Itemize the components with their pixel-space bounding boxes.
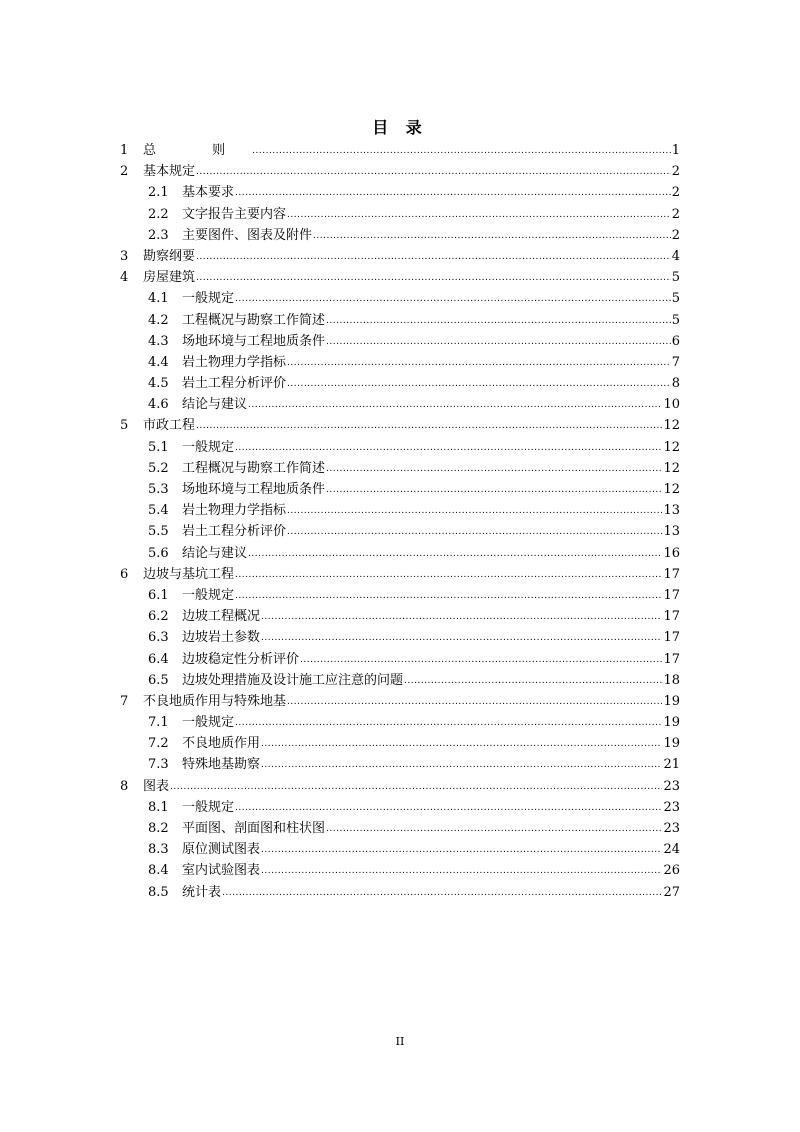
toc-entry-page: 12 [663, 418, 680, 434]
toc-list [120, 140, 680, 903]
toc-dot-leader [261, 840, 662, 861]
toc-entry-page: 19 [663, 736, 680, 752]
toc-section-entry[interactable] [120, 437, 680, 458]
toc-entry-label: 结论与建议 [182, 545, 248, 561]
toc-section-entry[interactable] [120, 627, 680, 648]
toc-entry-number: 4.4 [148, 354, 169, 370]
toc-entry-page: 12 [663, 460, 680, 476]
toc-entry-page: 23 [663, 821, 680, 836]
toc-section-entry[interactable] [120, 797, 680, 818]
toc-entry-page: 17 [663, 587, 680, 603]
toc-entry-number: 2.3 [148, 227, 169, 243]
toc-entry-label: 工程概况与勘察工作简述 [182, 460, 326, 476]
toc-section-entry[interactable] [120, 521, 680, 542]
toc-entry-label: 特殊地基勘察 [182, 757, 261, 773]
toc-entry-label: 边坡岩土参数 [182, 630, 261, 646]
toc-entry-number: 8.3 [148, 842, 169, 858]
toc-dot-leader [287, 353, 671, 374]
toc-entry-page: 2 [671, 206, 680, 222]
toc-entry-label: 一般规定 [182, 291, 235, 307]
toc-entry-label: 工程概况与勘察工作简述 [182, 312, 326, 328]
toc-chapter-entry[interactable] [120, 691, 680, 712]
toc-entry-number: 1 [120, 143, 129, 158]
toc-entry-page: 17 [663, 630, 680, 646]
toc-entry-page: 23 [663, 778, 680, 794]
toc-entry-number: 8.2 [148, 821, 169, 836]
toc-entry-page: 1 [671, 143, 680, 158]
toc-dot-leader [326, 819, 662, 840]
toc-dot-leader [235, 565, 662, 586]
toc-entry-number: 8.4 [148, 863, 169, 879]
toc-dot-leader [222, 883, 662, 904]
toc-section-entry[interactable] [120, 479, 680, 500]
toc-entry-number: 5.6 [148, 545, 169, 561]
toc-entry-label: 总 则 [143, 143, 252, 158]
toc-entry-number: 4.5 [148, 376, 169, 392]
toc-entry-label: 图表 [143, 778, 170, 794]
toc-entry-number: 7.2 [148, 736, 169, 752]
toc-entry-number: 5.1 [148, 439, 169, 455]
toc-entry-label: 基本要求 [182, 185, 235, 201]
toc-section-entry[interactable] [120, 606, 680, 627]
toc-chapter-entry[interactable] [120, 246, 680, 267]
toc-entry-number: 6.4 [148, 651, 169, 667]
toc-entry-label: 场地环境与工程地质条件 [182, 482, 326, 497]
toc-section-entry[interactable] [120, 649, 680, 670]
toc-section-entry[interactable] [120, 543, 680, 564]
toc-entry-page: 18 [663, 672, 680, 688]
toc-entry-page: 17 [663, 651, 680, 667]
toc-dot-leader [261, 628, 662, 649]
toc-entry-page: 16 [663, 545, 680, 561]
toc-entry-page: 5 [671, 312, 680, 328]
toc-entry-page: 19 [663, 715, 680, 731]
toc-dot-leader [404, 671, 662, 692]
toc-entry-number: 5.3 [148, 482, 169, 497]
toc-dot-leader [196, 162, 671, 183]
toc-entry-page: 21 [663, 757, 680, 773]
toc-section-entry[interactable] [120, 373, 680, 394]
toc-section-entry[interactable] [120, 882, 680, 903]
toc-dot-leader [235, 289, 671, 310]
toc-section-entry[interactable] [120, 331, 680, 352]
toc-entry-page: 17 [663, 609, 680, 625]
toc-entry-page: 12 [663, 439, 680, 455]
toc-section-entry[interactable] [120, 310, 680, 331]
toc-entry-page: 5 [671, 270, 680, 286]
toc-dot-leader [287, 205, 671, 226]
toc-dot-leader [196, 268, 671, 289]
toc-section-entry[interactable] [120, 670, 680, 691]
toc-chapter-entry[interactable] [120, 415, 680, 436]
toc-entry-number: 4.3 [148, 333, 169, 349]
toc-entry-label: 基本规定 [143, 164, 196, 180]
toc-entry-page: 23 [663, 799, 680, 815]
toc-entry-number: 8.1 [148, 799, 169, 815]
toc-entry-number: 3 [120, 248, 129, 264]
toc-dot-leader [287, 692, 662, 713]
toc-entry-number: 2.2 [148, 206, 169, 222]
toc-entry-label: 房屋建筑 [143, 270, 196, 286]
toc-entry-label: 边坡稳定性分析评价 [182, 651, 300, 667]
toc-entry-label: 室内试验图表 [182, 863, 261, 879]
toc-dot-leader [287, 501, 662, 522]
toc-entry-page: 6 [671, 333, 680, 349]
toc-section-entry[interactable] [120, 394, 680, 415]
toc-entry-number: 4.2 [148, 312, 169, 328]
toc-chapter-entry[interactable] [120, 140, 680, 161]
toc-entry-number: 4 [120, 270, 129, 286]
toc-chapter-entry[interactable] [120, 564, 680, 585]
toc-dot-leader [287, 522, 662, 543]
toc-entry-label: 一般规定 [182, 799, 235, 815]
toc-dot-leader [326, 332, 671, 353]
toc-entry-label: 统计表 [182, 884, 222, 900]
toc-entry-label: 结论与建议 [182, 397, 248, 413]
toc-entry-number: 6.3 [148, 630, 169, 646]
toc-entry-page: 13 [663, 503, 680, 519]
toc-entry-label: 平面图、剖面图和柱状图 [182, 821, 326, 836]
toc-entry-number: 5 [120, 418, 129, 434]
toc-entry-label: 勘察纲要 [143, 248, 196, 264]
toc-chapter-entry[interactable] [120, 776, 680, 797]
toc-dot-leader [252, 141, 671, 162]
toc-dot-leader [261, 755, 662, 776]
toc-entry-page: 17 [663, 566, 680, 582]
toc-entry-number: 2.1 [148, 185, 169, 201]
toc-dot-leader [261, 607, 662, 628]
toc-entry-number: 5.2 [148, 460, 169, 476]
toc-section-entry[interactable] [120, 204, 680, 225]
toc-entry-number: 6.5 [148, 672, 169, 688]
toc-entry-number: 5.4 [148, 503, 169, 519]
toc-entry-number: 5.5 [148, 524, 169, 540]
toc-dot-leader [235, 798, 662, 819]
toc-dot-leader [248, 544, 662, 565]
toc-dot-leader [235, 586, 662, 607]
toc-section-entry[interactable] [120, 458, 680, 479]
toc-chapter-entry[interactable] [120, 161, 680, 182]
toc-section-entry[interactable] [120, 288, 680, 309]
toc-entry-page: 5 [671, 291, 680, 307]
toc-dot-leader [196, 247, 671, 268]
toc-entry-page: 2 [671, 164, 680, 180]
toc-entry-label: 岩土物理力学指标 [182, 354, 287, 370]
toc-entry-label: 主要图件、图表及附件 [182, 227, 313, 243]
toc-entry-label: 一般规定 [182, 715, 235, 731]
toc-section-entry[interactable] [120, 712, 680, 733]
toc-entry-number: 2 [120, 164, 129, 180]
toc-entry-page: 12 [663, 482, 680, 497]
toc-entry-label: 边坡与基坑工程 [143, 566, 235, 582]
toc-entry-page: 7 [671, 354, 680, 370]
toc-entry-label: 市政工程 [143, 418, 196, 434]
toc-dot-leader [326, 311, 671, 332]
toc-entry-label: 原位测试图表 [182, 842, 261, 858]
toc-entry-number: 6 [120, 566, 129, 582]
toc-section-entry[interactable] [120, 182, 680, 203]
toc-entry-label: 场地环境与工程地质条件 [182, 333, 326, 349]
toc-entry-number: 8.5 [148, 884, 169, 900]
toc-entry-page: 13 [663, 524, 680, 540]
toc-dot-leader [261, 734, 662, 755]
toc-dot-leader [287, 374, 671, 395]
toc-entry-label: 岩土工程分析评价 [182, 376, 287, 392]
toc-title: 目 录 [372, 118, 428, 137]
toc-chapter-entry[interactable] [120, 267, 680, 288]
toc-entry-number: 4.6 [148, 397, 169, 413]
toc-dot-leader [326, 459, 662, 480]
toc-entry-page: 19 [663, 693, 680, 709]
toc-entry-page: 8 [671, 376, 680, 392]
toc-entry-page: 24 [663, 842, 680, 858]
toc-entry-label: 岩土工程分析评价 [182, 524, 287, 540]
toc-entry-page: 2 [671, 227, 680, 243]
toc-entry-number: 8 [120, 778, 129, 794]
toc-dot-leader [248, 395, 662, 416]
toc-entry-label: 文字报告主要内容 [182, 206, 287, 222]
toc-dot-leader [235, 438, 662, 459]
toc-dot-leader [235, 183, 671, 204]
toc-dot-leader [196, 416, 662, 437]
toc-entry-number: 7.3 [148, 757, 169, 773]
toc-entry-label: 一般规定 [182, 439, 235, 455]
toc-entry-page: 10 [663, 397, 680, 413]
toc-entry-number: 6.1 [148, 587, 169, 603]
toc-entry-page: 26 [663, 863, 680, 879]
toc-entry-number: 4.1 [148, 291, 169, 307]
toc-entry-label: 一般规定 [182, 587, 235, 603]
toc-section-entry[interactable] [120, 818, 680, 839]
toc-section-entry[interactable] [120, 733, 680, 754]
toc-entry-label: 边坡处理措施及设计施工应注意的问题 [182, 672, 404, 688]
toc-section-entry[interactable] [120, 225, 680, 246]
toc-section-entry[interactable] [120, 754, 680, 775]
toc-entry-label: 不良地质作用与特殊地基 [143, 693, 287, 709]
toc-dot-leader [326, 480, 662, 501]
toc-dot-leader [170, 777, 662, 798]
toc-entry-page: 27 [663, 884, 680, 900]
toc-section-entry[interactable] [120, 352, 680, 373]
toc-entry-label: 岩土物理力学指标 [182, 503, 287, 519]
toc-section-entry[interactable] [120, 860, 680, 881]
toc-section-entry[interactable] [120, 500, 680, 521]
toc-entry-label: 不良地质作用 [182, 736, 261, 752]
toc-entry-number: 6.2 [148, 609, 169, 625]
page-number: II [395, 1035, 405, 1048]
toc-dot-leader [235, 713, 662, 734]
toc-entry-label: 边坡工程概况 [182, 609, 261, 625]
toc-dot-leader [313, 226, 671, 247]
toc-entry-number: 7 [120, 693, 129, 709]
toc-section-entry[interactable] [120, 585, 680, 606]
toc-dot-leader [261, 861, 662, 882]
toc-entry-page: 2 [671, 185, 680, 201]
toc-entry-number: 7.1 [148, 715, 169, 731]
toc-entry-page: 4 [671, 248, 680, 264]
toc-dot-leader [300, 650, 662, 671]
toc-section-entry[interactable] [120, 839, 680, 860]
